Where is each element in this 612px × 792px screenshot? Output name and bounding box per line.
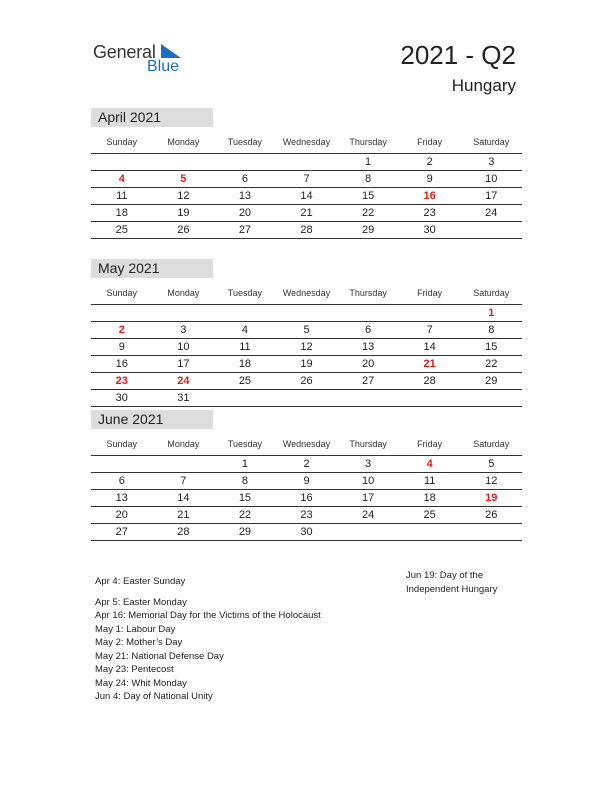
week-row <box>91 188 522 205</box>
day-cell: 23 <box>115 375 128 387</box>
weekday-label: Monday <box>167 439 200 449</box>
day-cell: 8 <box>488 324 495 336</box>
day-cell: 31 <box>177 392 190 404</box>
weekday-label: Tuesday <box>227 439 263 449</box>
week-row <box>91 205 522 222</box>
day-cell <box>460 222 522 238</box>
day-cell: 11 <box>116 190 128 202</box>
weekday-header-row <box>91 434 522 456</box>
weekday-label: Wednesday <box>282 288 331 298</box>
day-cell: 20 <box>238 207 252 219</box>
day-cell: 27 <box>238 224 252 236</box>
day-cell: 10 <box>361 475 375 487</box>
day-cell: 3 <box>488 156 495 168</box>
calendar-grid <box>91 283 522 407</box>
day-cell <box>276 154 338 170</box>
day-cell: 10 <box>177 341 190 353</box>
weekday-label: Monday <box>167 137 200 147</box>
weekday-label: Friday <box>417 288 443 298</box>
holiday-note: May 2: Mother’s Day <box>95 637 183 648</box>
day-cell <box>337 524 399 540</box>
day-cell: 26 <box>485 509 498 521</box>
holiday-note: Apr 16: Memorial Day for the Victims of the Holocaust <box>95 610 321 621</box>
day-cell: 15 <box>238 492 252 504</box>
day-cell <box>399 305 461 321</box>
week-row <box>91 171 522 188</box>
weekday-label: Wednesday <box>282 137 331 147</box>
month-may <box>91 259 522 407</box>
day-cell: 5 <box>180 173 187 185</box>
holiday-note: May 21: National Defense Day <box>95 650 224 662</box>
day-cell: 30 <box>115 392 128 404</box>
day-cell: 4 <box>426 458 433 470</box>
holiday-note: Apr 5: Easter Monday <box>95 596 187 608</box>
month-title: April 2021 <box>91 108 213 127</box>
holiday-note-side: Jun 19: Day of the Independent Hungary <box>406 570 498 595</box>
day-cell: 2 <box>303 458 310 470</box>
day-cell <box>337 305 399 321</box>
day-cell: 17 <box>485 190 498 202</box>
day-cell: 26 <box>177 224 190 236</box>
day-cell: 13 <box>238 190 252 202</box>
weekday-label: Monday <box>167 288 200 298</box>
day-cell: 24 <box>485 207 498 219</box>
day-cell <box>460 390 522 406</box>
day-cell: 10 <box>485 173 498 185</box>
holiday-note: Jun 4: Day of National Unity <box>95 691 213 702</box>
day-cell: 16 <box>300 492 313 504</box>
calendar-grid <box>91 434 522 541</box>
week-row <box>91 473 522 490</box>
day-cell: 29 <box>238 526 252 538</box>
month-title: June 2021 <box>91 410 213 429</box>
day-cell <box>91 154 153 170</box>
country-name: Hungary <box>451 76 516 95</box>
day-cell: 21 <box>300 207 313 219</box>
holiday-note: May 1: Labour Day <box>95 623 176 635</box>
day-cell: 28 <box>423 375 436 387</box>
day-cell: 12 <box>485 475 498 487</box>
day-cell <box>214 305 276 321</box>
day-cell: 22 <box>238 509 252 521</box>
weekday-header-row <box>91 283 522 305</box>
week-row <box>91 322 522 339</box>
day-cell: 22 <box>361 207 375 219</box>
day-cell: 9 <box>426 173 433 185</box>
day-cell: 1 <box>488 307 495 319</box>
day-cell: 1 <box>241 458 248 470</box>
day-cell: 4 <box>241 324 248 336</box>
day-cell: 22 <box>485 358 498 370</box>
day-cell <box>214 390 276 406</box>
week-row <box>91 222 522 239</box>
day-cell: 17 <box>361 492 375 504</box>
logo-blue-text: Blue <box>147 58 180 75</box>
day-cell: 1 <box>365 156 372 168</box>
week-row <box>91 524 522 541</box>
day-cell: 17 <box>177 358 190 370</box>
day-cell: 28 <box>300 224 313 236</box>
weekday-label: Tuesday <box>227 137 263 147</box>
weekday-label: Thursday <box>349 288 387 298</box>
holiday-note: May 23: Pentecost <box>95 664 174 675</box>
holiday-notes <box>95 575 321 704</box>
week-row <box>91 507 522 524</box>
weekday-label: Thursday <box>349 439 387 449</box>
day-cell: 30 <box>300 526 313 538</box>
day-cell: 27 <box>361 375 375 387</box>
holiday-note: May 24: Whit Monday <box>95 677 187 689</box>
day-cell <box>460 524 522 540</box>
day-cell: 8 <box>241 475 248 487</box>
day-cell: 7 <box>303 173 310 185</box>
weekday-label: Sunday <box>106 137 138 147</box>
day-cell <box>276 390 338 406</box>
logo <box>93 40 193 80</box>
holiday-note: Apr 4: Easter Sunday <box>95 576 186 587</box>
day-cell: 20 <box>115 509 128 521</box>
weekday-label: Thursday <box>349 137 387 147</box>
week-row <box>91 490 522 507</box>
weekday-label: Saturday <box>473 137 510 147</box>
month-april <box>91 108 522 239</box>
day-cell: 25 <box>115 224 128 236</box>
weekday-header-row <box>91 132 522 154</box>
day-cell: 13 <box>361 341 375 353</box>
day-cell <box>276 305 338 321</box>
day-cell: 6 <box>365 324 372 336</box>
calendar-grid <box>91 132 522 239</box>
day-cell: 25 <box>238 375 252 387</box>
day-cell: 9 <box>118 341 125 353</box>
day-cell: 7 <box>426 324 433 336</box>
day-cell: 25 <box>423 509 436 521</box>
day-cell: 14 <box>177 492 190 504</box>
week-row <box>91 390 522 407</box>
day-cell: 14 <box>423 341 436 353</box>
page-title: 2021 - Q2 <box>400 40 516 70</box>
day-cell: 24 <box>177 375 190 387</box>
day-cell: 11 <box>239 341 251 353</box>
month-title: May 2021 <box>91 259 213 278</box>
day-cell: 12 <box>300 341 313 353</box>
day-cell: 18 <box>238 358 252 370</box>
week-row <box>91 373 522 390</box>
day-cell: 19 <box>300 358 313 370</box>
day-cell: 20 <box>361 358 375 370</box>
day-cell <box>214 154 276 170</box>
weekday-label: Wednesday <box>282 439 331 449</box>
day-cell: 29 <box>361 224 375 236</box>
day-cell: 16 <box>423 190 436 202</box>
day-cell: 6 <box>241 173 248 185</box>
day-cell: 2 <box>426 156 433 168</box>
month-june <box>91 410 522 541</box>
week-row <box>91 339 522 356</box>
day-cell: 5 <box>488 458 495 470</box>
week-row <box>91 154 522 171</box>
day-cell: 28 <box>177 526 190 538</box>
weekday-label: Saturday <box>473 288 510 298</box>
day-cell: 12 <box>177 190 190 202</box>
weekday-label: Sunday <box>106 439 138 449</box>
day-cell: 3 <box>365 458 372 470</box>
day-cell <box>153 456 215 472</box>
day-cell: 13 <box>115 492 128 504</box>
day-cell <box>399 390 461 406</box>
day-cell <box>91 456 153 472</box>
day-cell: 8 <box>365 173 372 185</box>
day-cell: 11 <box>423 475 436 487</box>
week-row <box>91 356 522 373</box>
weekday-label: Friday <box>417 137 443 147</box>
day-cell: 23 <box>423 207 436 219</box>
weekday-label: Sunday <box>106 288 138 298</box>
day-cell: 21 <box>423 358 436 370</box>
day-cell: 15 <box>361 190 375 202</box>
day-cell: 27 <box>115 526 128 538</box>
day-cell: 24 <box>361 509 375 521</box>
day-cell <box>399 524 461 540</box>
day-cell: 19 <box>485 492 498 504</box>
day-cell: 14 <box>300 190 313 202</box>
day-cell: 29 <box>485 375 498 387</box>
day-cell: 5 <box>303 324 310 336</box>
day-cell <box>337 390 399 406</box>
day-cell: 23 <box>300 509 313 521</box>
day-cell: 30 <box>423 224 436 236</box>
day-cell <box>153 305 215 321</box>
day-cell: 21 <box>177 509 190 521</box>
day-cell: 18 <box>423 492 436 504</box>
week-row <box>91 305 522 322</box>
day-cell: 6 <box>118 475 125 487</box>
day-cell: 7 <box>180 475 187 487</box>
weekday-label: Friday <box>417 439 443 449</box>
day-cell: 3 <box>180 324 187 336</box>
weekday-label: Saturday <box>473 439 510 449</box>
day-cell: 16 <box>115 358 128 370</box>
day-cell: 9 <box>303 475 310 487</box>
day-cell: 26 <box>300 375 313 387</box>
day-cell <box>153 154 215 170</box>
day-cell: 18 <box>115 207 128 219</box>
week-row <box>91 456 522 473</box>
day-cell: 2 <box>118 324 125 336</box>
day-cell: 4 <box>118 173 125 185</box>
day-cell: 15 <box>485 341 498 353</box>
logo-general-text: General <box>93 42 156 62</box>
weekday-label: Tuesday <box>227 288 263 298</box>
day-cell: 19 <box>177 207 190 219</box>
day-cell <box>91 305 153 321</box>
